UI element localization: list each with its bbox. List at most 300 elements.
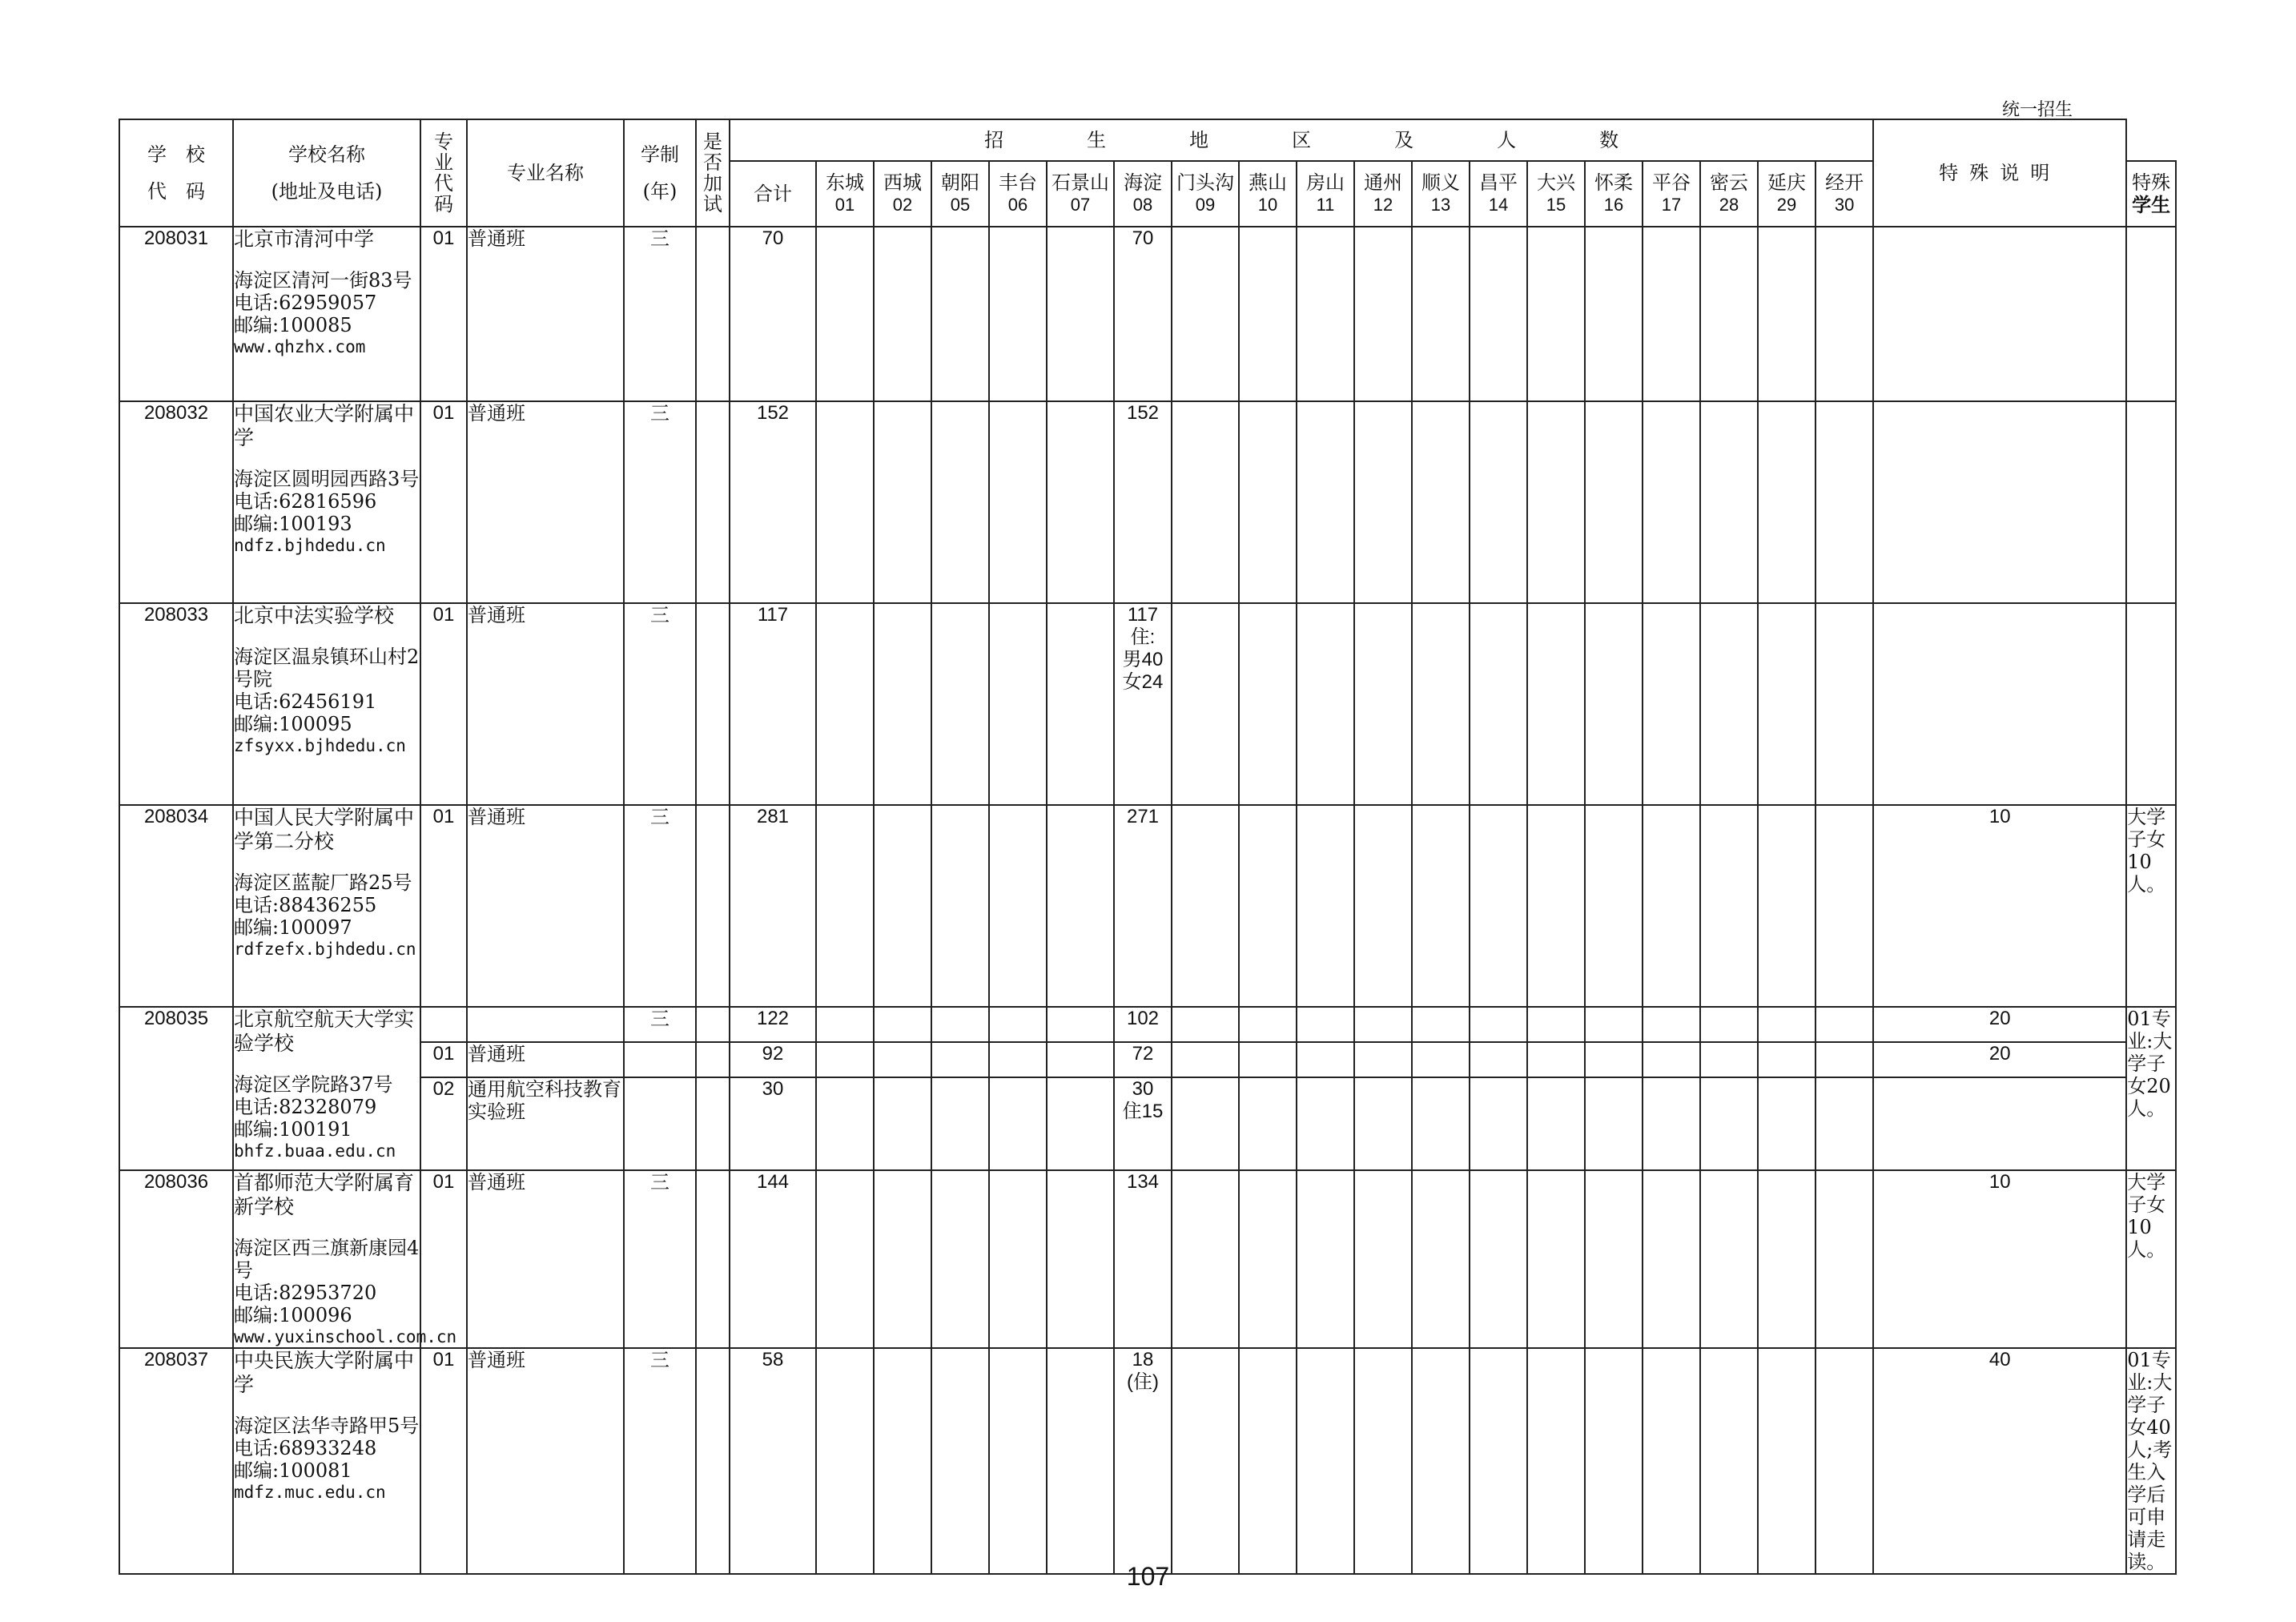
region-name: 东城 xyxy=(826,171,864,194)
cell-region-empty xyxy=(1412,805,1470,1007)
header-region-29 xyxy=(1758,161,1815,227)
header-line: 学生 xyxy=(2132,193,2171,216)
cell-region-empty xyxy=(1047,401,1114,603)
school-code: 208031 xyxy=(119,227,233,401)
region-name: 石景山 xyxy=(1051,171,1109,194)
region-title-char: 及 xyxy=(1394,129,1414,151)
cell-special xyxy=(1873,227,2126,401)
cell-haidian xyxy=(1114,401,1172,603)
cell-region-empty xyxy=(1354,1348,1412,1574)
school-row xyxy=(119,603,2176,805)
cell-region-empty xyxy=(874,1077,931,1170)
cell-region-empty xyxy=(989,227,1047,401)
duration: 三 xyxy=(624,1007,696,1042)
cell-region-empty xyxy=(1354,1077,1412,1170)
cell-region-empty xyxy=(1297,1348,1354,1574)
region-code: 16 xyxy=(1603,195,1624,215)
school-code: 208033 xyxy=(119,603,233,805)
school-address-block xyxy=(234,1237,457,1347)
school-postcode: 邮编:100193 xyxy=(234,513,352,535)
cell-region-empty xyxy=(1643,401,1700,603)
cell-region-empty xyxy=(1527,1170,1585,1348)
cell-haidian xyxy=(1114,1348,1172,1574)
cell-region-empty xyxy=(1815,1348,1873,1574)
cell-special: 10 xyxy=(1873,1170,2126,1348)
cell-region-empty xyxy=(1758,401,1815,603)
header-region-12 xyxy=(1354,161,1412,227)
cell-region-empty xyxy=(1297,603,1354,805)
cell-region-empty xyxy=(1239,1348,1297,1574)
header-region-11 xyxy=(1297,161,1354,227)
haidian-value: 30 xyxy=(1132,1078,1154,1100)
school-name: 北京中法实验学校 xyxy=(234,604,395,627)
cell-region-empty xyxy=(989,603,1047,805)
header-region-title xyxy=(730,119,1873,161)
school-info xyxy=(233,805,420,1007)
school-address-block xyxy=(234,468,420,556)
school-url: www.yuxinschool.com.cn xyxy=(234,1327,457,1346)
region-code: 30 xyxy=(1834,195,1855,215)
major-code: 01 xyxy=(420,805,467,1007)
cell-region-empty xyxy=(1585,1007,1643,1042)
cell-region-empty xyxy=(1815,1077,1873,1170)
haidian-value: 70 xyxy=(1132,227,1154,249)
cell-region-empty xyxy=(1758,1077,1815,1170)
cell-region-empty xyxy=(1412,1042,1470,1077)
cell-region-empty xyxy=(1047,1077,1114,1170)
cell-region-empty xyxy=(816,1007,874,1042)
major-row xyxy=(119,1077,2176,1170)
region-name: 顺义 xyxy=(1421,171,1460,194)
cell-region-empty xyxy=(1172,401,1239,603)
header-region-08 xyxy=(1114,161,1172,227)
region-name: 大兴 xyxy=(1537,171,1575,194)
cell-region-empty xyxy=(874,603,931,805)
cell-region-empty xyxy=(1815,227,1873,401)
region-code: 11 xyxy=(1316,195,1335,215)
header-region-13 xyxy=(1412,161,1470,227)
header-special-remarks: 特殊说明 xyxy=(1873,119,2126,227)
header-line: 代 码 xyxy=(147,180,205,203)
region-code: 14 xyxy=(1488,195,1509,215)
header-line: (地址及电话) xyxy=(271,180,383,203)
cell-region-empty xyxy=(1239,805,1297,1007)
cell-region-empty xyxy=(1047,1007,1114,1042)
cell-region-empty xyxy=(931,805,989,1007)
cell-region-empty xyxy=(1047,1170,1114,1348)
enrollment-table xyxy=(119,119,2177,1575)
region-name: 房山 xyxy=(1306,171,1345,194)
cell-region-empty xyxy=(1758,1007,1815,1042)
school-code: 208034 xyxy=(119,805,233,1007)
haidian-value: 152 xyxy=(1126,402,1160,424)
cell-special xyxy=(1873,1077,2126,1170)
major-name: 普通班 xyxy=(467,805,624,1007)
cell-total: 122 xyxy=(730,1007,816,1042)
cell-region-empty xyxy=(1172,1007,1239,1042)
region-code: 01 xyxy=(834,195,855,215)
extra-test xyxy=(696,1042,730,1077)
cell-total: 281 xyxy=(730,805,816,1007)
school-name: 首都师范大学附属育新学校 xyxy=(234,1171,415,1218)
remarks: 01专业:大学子女20人。 xyxy=(2126,1007,2176,1170)
school-code: 208032 xyxy=(119,401,233,603)
region-code: 29 xyxy=(1776,195,1797,215)
header-region-10 xyxy=(1239,161,1297,227)
school-address-block xyxy=(234,1415,420,1503)
header-special-students xyxy=(2126,161,2176,227)
cell-region-empty xyxy=(816,227,874,401)
school-row xyxy=(119,1348,2176,1574)
school-code: 208036 xyxy=(119,1170,233,1348)
header-total: 合计 xyxy=(730,161,816,227)
header-region-16 xyxy=(1585,161,1643,227)
cell-region-empty xyxy=(1700,603,1758,805)
cell-region-empty xyxy=(1470,1007,1527,1042)
cell-haidian xyxy=(1114,1042,1172,1077)
cell-region-empty xyxy=(1585,1348,1643,1574)
cell-region-empty xyxy=(1239,1042,1297,1077)
cell-region-empty xyxy=(1239,603,1297,805)
cell-haidian xyxy=(1114,805,1172,1007)
cell-region-empty xyxy=(1470,227,1527,401)
cell-region-empty xyxy=(1172,1077,1239,1170)
extra-test xyxy=(696,1077,730,1170)
extra-test xyxy=(696,603,730,805)
school-row xyxy=(119,1170,2176,1348)
remarks xyxy=(2126,401,2176,603)
cell-region-empty xyxy=(1758,1170,1815,1348)
school-address: 海淀区温泉镇环山村2号院 xyxy=(234,646,420,690)
cell-total: 144 xyxy=(730,1170,816,1348)
duration: 三 xyxy=(624,1170,696,1348)
school-postcode: 邮编:100191 xyxy=(234,1118,352,1141)
cell-region-empty xyxy=(1470,1170,1527,1348)
cell-region-empty xyxy=(1412,1007,1470,1042)
school-name: 中央民族大学附属中学 xyxy=(234,1349,415,1396)
major-name-empty xyxy=(467,1007,624,1042)
cell-region-empty xyxy=(1172,227,1239,401)
cell-region-empty xyxy=(1527,401,1585,603)
cell-region-empty xyxy=(931,1042,989,1077)
cell-region-empty xyxy=(1643,805,1700,1007)
header-region-06 xyxy=(989,161,1047,227)
major-code: 01 xyxy=(420,227,467,401)
school-row xyxy=(119,805,2176,1007)
haidian-value: 男40 xyxy=(1122,649,1164,670)
extra-test xyxy=(696,401,730,603)
major-code: 01 xyxy=(420,1348,467,1574)
cell-region-empty xyxy=(1047,1348,1114,1574)
major-code: 01 xyxy=(420,603,467,805)
cell-haidian xyxy=(1114,603,1172,805)
cell-region-empty xyxy=(1354,401,1412,603)
header-region-01 xyxy=(816,161,874,227)
cell-region-empty xyxy=(1354,805,1412,1007)
region-code: 17 xyxy=(1661,195,1682,215)
header-school-code xyxy=(119,119,233,227)
major-name: 普通班 xyxy=(467,603,624,805)
school-address-block xyxy=(234,1073,420,1161)
cell-region-empty xyxy=(1815,1007,1873,1042)
cell-region-empty xyxy=(1470,1348,1527,1574)
cell-region-empty xyxy=(1527,1042,1585,1077)
remarks: 01专业:大学子女40人;考生入学后可申请走读。 xyxy=(2126,1348,2176,1574)
school-url: zfsyxx.bjhdedu.cn xyxy=(234,736,406,755)
haidian-value: 134 xyxy=(1126,1171,1160,1193)
cell-region-empty xyxy=(1047,603,1114,805)
cell-region-empty xyxy=(874,401,931,603)
cell-region-empty xyxy=(1297,1007,1354,1042)
cell-region-empty xyxy=(1172,1348,1239,1574)
header-region-14 xyxy=(1470,161,1527,227)
cell-total: 117 xyxy=(730,603,816,805)
major-code: 02 xyxy=(420,1077,467,1170)
region-code: 09 xyxy=(1195,195,1216,215)
extra-test xyxy=(696,1007,730,1042)
school-address-block xyxy=(234,269,420,357)
cell-region-empty xyxy=(989,1042,1047,1077)
duration-empty xyxy=(624,1077,696,1170)
region-name: 昌平 xyxy=(1479,171,1518,194)
region-name: 通州 xyxy=(1364,171,1402,194)
region-title-char: 人 xyxy=(1497,129,1517,151)
duration: 三 xyxy=(624,805,696,1007)
header-school-name xyxy=(233,119,420,227)
cell-total: 152 xyxy=(730,401,816,603)
haidian-value: 271 xyxy=(1126,806,1160,827)
cell-region-empty xyxy=(1758,1348,1815,1574)
cell-special xyxy=(1873,401,2126,603)
cell-region-empty xyxy=(1815,603,1873,805)
school-address-block xyxy=(234,646,420,756)
cell-region-empty xyxy=(1758,805,1815,1007)
major-row xyxy=(119,1042,2176,1077)
cell-region-empty xyxy=(1643,1348,1700,1574)
duration: 三 xyxy=(624,227,696,401)
school-address: 海淀区法华寺路甲5号 xyxy=(234,1415,420,1437)
header-line: 专业代码 xyxy=(434,131,453,215)
cell-region-empty xyxy=(931,1170,989,1348)
cell-total: 92 xyxy=(730,1042,816,1077)
cell-region-empty xyxy=(931,603,989,805)
cell-special: 20 xyxy=(1873,1042,2126,1077)
cell-region-empty xyxy=(874,227,931,401)
cell-region-empty xyxy=(816,1042,874,1077)
school-url: www.qhzhx.com xyxy=(234,337,366,356)
school-postcode: 邮编:100085 xyxy=(234,314,352,336)
school-phone: 电话:88436255 xyxy=(234,894,377,916)
cell-total: 70 xyxy=(730,227,816,401)
haidian-value: 18 xyxy=(1132,1349,1154,1370)
extra-test xyxy=(696,805,730,1007)
region-code: 08 xyxy=(1132,195,1153,215)
cell-region-empty xyxy=(931,1077,989,1170)
cell-region-empty xyxy=(1412,227,1470,401)
haidian-value: 117 xyxy=(1127,604,1159,626)
cell-region-empty xyxy=(1354,1042,1412,1077)
cell-region-empty xyxy=(1643,1077,1700,1170)
region-title-char: 地 xyxy=(1189,129,1209,151)
school-postcode: 邮编:100095 xyxy=(234,713,352,735)
cell-region-empty xyxy=(931,1348,989,1574)
extra-test xyxy=(696,1348,730,1574)
school-phone: 电话:62816596 xyxy=(234,490,377,513)
cell-region-empty xyxy=(1758,227,1815,401)
cell-region-empty xyxy=(1354,603,1412,805)
cell-special: 40 xyxy=(1873,1348,2126,1574)
major-code: 01 xyxy=(420,1042,467,1077)
school-address: 海淀区圆明园西路3号 xyxy=(234,468,420,490)
cell-region-empty xyxy=(1470,1042,1527,1077)
cell-region-empty xyxy=(1585,603,1643,805)
cell-region-empty xyxy=(1815,401,1873,603)
header-line: 是否加试 xyxy=(703,131,722,215)
cell-region-empty xyxy=(1412,1348,1470,1574)
header-line: 学校名称 xyxy=(288,143,365,166)
cell-total: 30 xyxy=(730,1077,816,1170)
cell-region-empty xyxy=(1470,1077,1527,1170)
cell-region-empty xyxy=(1585,227,1643,401)
cell-region-empty xyxy=(1239,1170,1297,1348)
region-code: 10 xyxy=(1257,195,1278,215)
cell-region-empty xyxy=(1585,1042,1643,1077)
region-name: 延庆 xyxy=(1767,171,1806,194)
school-code: 208037 xyxy=(119,1348,233,1574)
school-address-block xyxy=(234,871,420,960)
cell-region-empty xyxy=(1412,1077,1470,1170)
school-address: 海淀区清河一街83号 xyxy=(234,269,412,292)
duration: 三 xyxy=(624,603,696,805)
school-postcode: 邮编:100097 xyxy=(234,916,352,939)
remarks: 大学子女10人。 xyxy=(2126,805,2176,1007)
school-info xyxy=(233,1348,420,1574)
cell-region-empty xyxy=(989,1170,1047,1348)
region-code: 28 xyxy=(1719,195,1739,215)
major-name: 普通班 xyxy=(467,1348,624,1574)
region-name: 海淀 xyxy=(1124,171,1162,194)
haidian-value: 102 xyxy=(1126,1008,1160,1029)
region-code: 12 xyxy=(1373,195,1393,215)
remarks xyxy=(2126,603,2176,805)
haidian-value: 女24 xyxy=(1122,671,1164,693)
cell-region-empty xyxy=(1297,401,1354,603)
major-name: 普通班 xyxy=(467,227,624,401)
cell-region-empty xyxy=(816,1170,874,1348)
cell-region-empty xyxy=(1172,1170,1239,1348)
school-code: 208035 xyxy=(119,1007,233,1170)
remarks: 大学子女10人。 xyxy=(2126,1170,2176,1348)
cell-region-empty xyxy=(874,1348,931,1574)
school-postcode: 邮编:100081 xyxy=(234,1459,352,1482)
cell-region-empty xyxy=(874,1170,931,1348)
header-line: 特殊 xyxy=(2132,171,2171,194)
cell-region-empty xyxy=(931,1007,989,1042)
region-name: 丰台 xyxy=(999,171,1037,194)
cell-region-empty xyxy=(1412,1170,1470,1348)
cell-region-empty xyxy=(1758,603,1815,805)
region-name: 门头沟 xyxy=(1176,171,1234,194)
cell-region-empty xyxy=(1700,1077,1758,1170)
cell-haidian xyxy=(1114,1007,1172,1042)
school-address: 海淀区学院路37号 xyxy=(234,1073,393,1096)
cell-region-empty xyxy=(1527,1077,1585,1170)
cell-region-empty xyxy=(1527,603,1585,805)
school-info xyxy=(233,401,420,603)
cell-region-empty xyxy=(1700,1170,1758,1348)
cell-region-empty xyxy=(1470,603,1527,805)
extra-test xyxy=(696,1170,730,1348)
header-line: 学 校 xyxy=(147,143,205,166)
cell-region-empty xyxy=(1354,1170,1412,1348)
cell-region-empty xyxy=(1297,1170,1354,1348)
cell-region-empty xyxy=(816,401,874,603)
school-phone: 电话:82328079 xyxy=(234,1096,377,1118)
cell-region-empty xyxy=(1172,603,1239,805)
header-region-15 xyxy=(1527,161,1585,227)
header-major-code xyxy=(420,119,467,227)
school-row xyxy=(119,1007,2176,1042)
cell-region-empty xyxy=(1700,227,1758,401)
header-region-02 xyxy=(874,161,931,227)
cell-region-empty xyxy=(1239,1077,1297,1170)
region-title-char: 招 xyxy=(984,129,1004,151)
major-name: 普通班 xyxy=(467,1042,624,1077)
cell-region-empty xyxy=(1585,401,1643,603)
cell-region-empty xyxy=(1239,1007,1297,1042)
region-name: 西城 xyxy=(883,171,922,194)
cell-region-empty xyxy=(1585,1170,1643,1348)
header-region-17 xyxy=(1643,161,1700,227)
major-code: 01 xyxy=(420,1170,467,1348)
region-code: 06 xyxy=(1007,195,1028,215)
region-name: 燕山 xyxy=(1249,171,1287,194)
school-info xyxy=(233,227,420,401)
header-region-09 xyxy=(1172,161,1239,227)
cell-region-empty xyxy=(1527,1348,1585,1574)
haidian-value: (住) xyxy=(1127,1371,1159,1393)
school-url: mdfz.muc.edu.cn xyxy=(234,1483,386,1502)
major-code-empty xyxy=(420,1007,467,1042)
cell-region-empty xyxy=(1527,805,1585,1007)
cell-region-empty xyxy=(1172,805,1239,1007)
page-number: 107 xyxy=(1126,1562,1170,1591)
region-title-char: 数 xyxy=(1599,129,1619,151)
corner-label: 统一招生 xyxy=(2002,100,2073,120)
school-name: 中国人民大学附属中学第二分校 xyxy=(234,806,415,853)
cell-region-empty xyxy=(1047,805,1114,1007)
region-code: 05 xyxy=(950,195,971,215)
cell-region-empty xyxy=(1643,603,1700,805)
cell-region-empty xyxy=(1643,227,1700,401)
cell-region-empty xyxy=(931,227,989,401)
school-url: bhfz.buaa.edu.cn xyxy=(234,1141,396,1161)
haidian-value: 72 xyxy=(1132,1043,1154,1065)
region-name: 平谷 xyxy=(1652,171,1691,194)
cell-region-empty xyxy=(1585,1077,1643,1170)
cell-haidian xyxy=(1114,1170,1172,1348)
school-row xyxy=(119,227,2176,401)
cell-region-empty xyxy=(1412,603,1470,805)
school-postcode: 邮编:100096 xyxy=(234,1304,352,1326)
header-region-07 xyxy=(1047,161,1114,227)
cell-region-empty xyxy=(1297,227,1354,401)
region-name: 怀柔 xyxy=(1594,171,1633,194)
cell-region-empty xyxy=(989,401,1047,603)
cell-region-empty xyxy=(1758,1042,1815,1077)
cell-region-empty xyxy=(1047,1042,1114,1077)
cell-region-empty xyxy=(1643,1042,1700,1077)
